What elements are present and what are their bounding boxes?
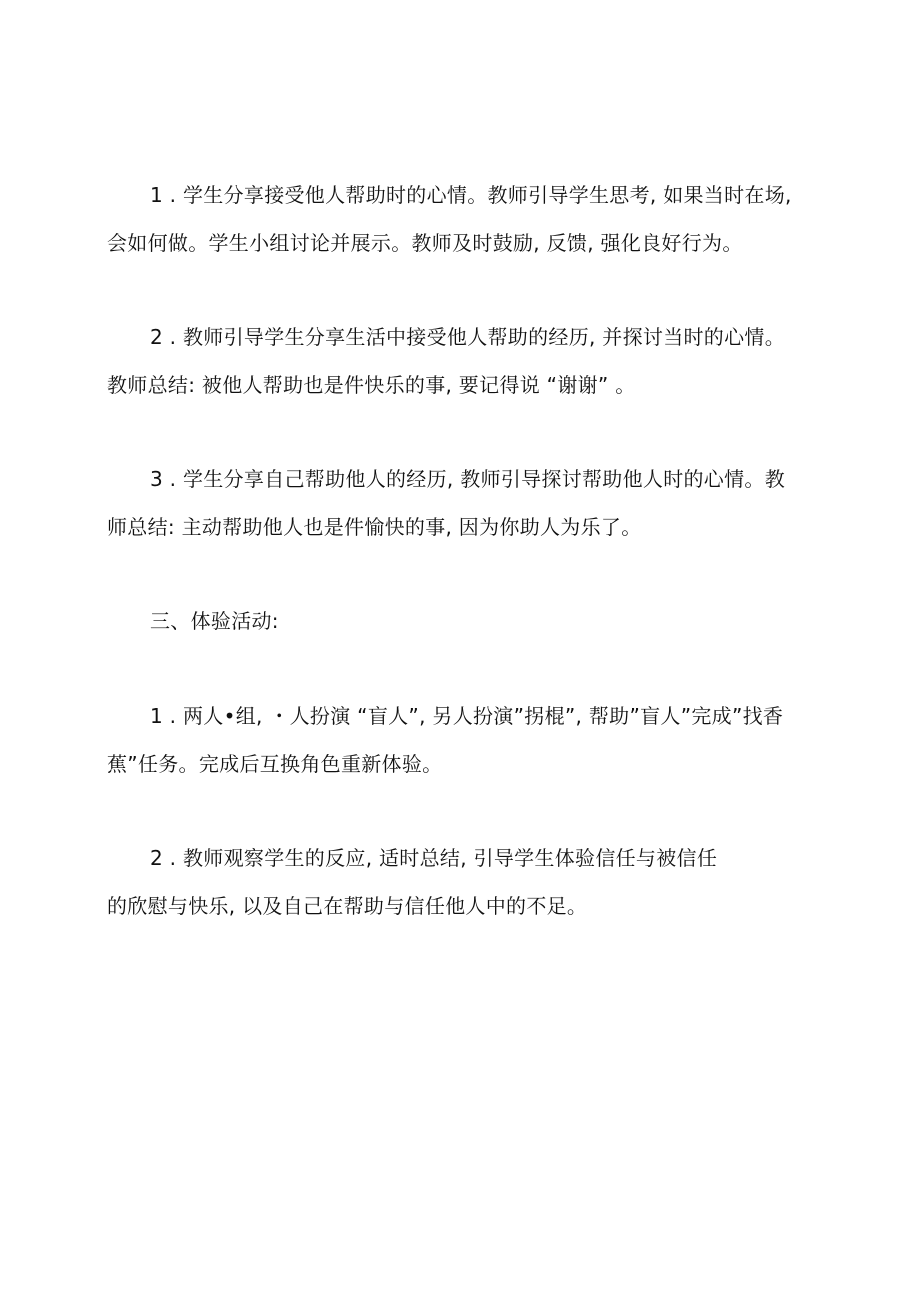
paragraph-line: 会如何做。学生小组讨论并展示。教师及时鼓励, 反馈, 强化良好行为。: [107, 231, 743, 255]
paragraph-line: 的欣慰与快乐, 以及自己在帮助与信任他人中的不足。: [107, 894, 588, 918]
paragraph-line: 1 . 两人•组, ・人扮演 “盲人”, 另人扮演”拐棍”, 帮助”盲人”完成”找香: [150, 704, 784, 728]
paragraph-line: 1 . 学生分享接受他人帮助时的心情。教师引导学生思考, 如果当时在场,: [150, 183, 792, 207]
paragraph-line: 蕉”任务。完成后互换角色重新体验。: [107, 752, 443, 776]
heading-line: 三、体验活动:: [150, 609, 279, 633]
paragraph-line: 2 . 教师引导学生分享生活中接受他人帮助的经历, 并探讨当时的心情。: [150, 325, 786, 349]
paragraph-line: 2 . 教师观察学生的反应, 适时总结, 引导学生体验信任与被信任: [150, 846, 718, 870]
paragraph-line: 3 . 学生分享自己帮助他人的经历, 教师引导探讨帮助他人时的心情。教: [150, 467, 786, 491]
paragraph-line: 师总结: 主动帮助他人也是件愉快的事, 因为你助人为乐了。: [107, 515, 642, 539]
paragraph-line: 教师总结: 被他人帮助也是件快乐的事, 要记得说 “谢谢” 。: [107, 373, 636, 397]
